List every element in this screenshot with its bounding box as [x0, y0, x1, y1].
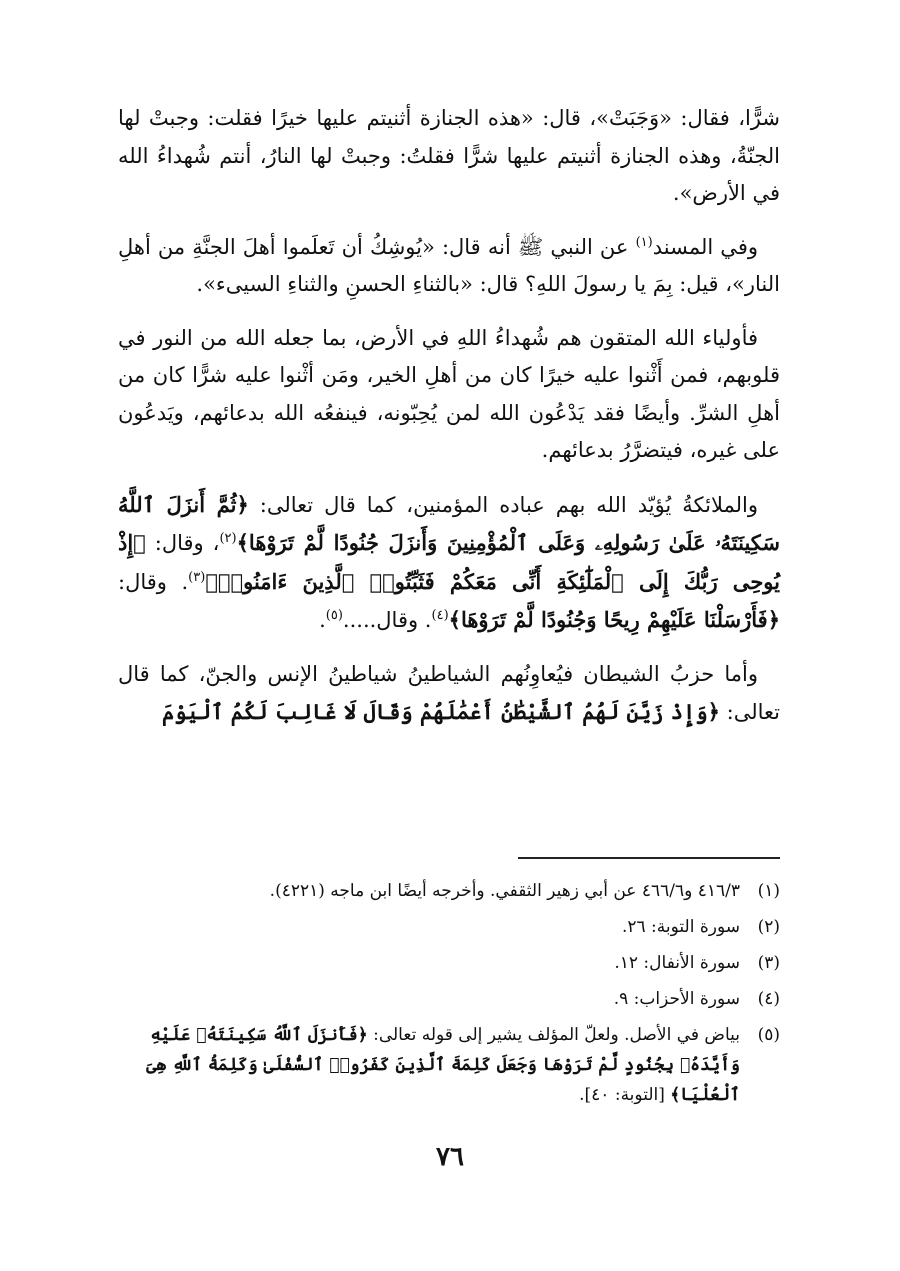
footnote-number: (٤) [757, 989, 780, 1009]
footnote-ref-3: (٣) [188, 569, 206, 585]
paragraph-5 [118, 656, 780, 732]
footnote-number: (٢) [757, 917, 780, 937]
quran-verse-2: ﴿إِذْ يُوحِى رَبُّكَ إِلَى ٱلْمَلَٰٓئِكَةِ أَنِّى مَعَكُمْ فَثَبِّتُوا۟ ٱلَّذِينَ ءَامَنُوا۟﴾ [118, 530, 780, 594]
paragraph-4-intro: والملائكةُ يُؤيّد الله بهم عباده المؤمنين، كما قال تعالى: [248, 492, 758, 517]
paragraph-5-intro: وأما حزبُ الشيطان فيُعاوِنُهم الشياطينُ شياطينُ الإنس والجنّ، كما قال تعالى: [118, 661, 780, 724]
paragraph-4 [118, 486, 780, 640]
footnotes [118, 876, 780, 1116]
paragraph-4-mid-1: ، وقال: [145, 531, 220, 555]
footnote-text: سورة التوبة: ٢٦. [621, 917, 740, 937]
footnote-separator [518, 857, 780, 859]
paragraph-2-before: وفي المسند [652, 234, 758, 259]
footnote-number: (١) [757, 881, 780, 901]
footnote-number: (٥) [757, 1025, 780, 1045]
paragraph-4-tail: . وقال..... [342, 608, 432, 632]
footnote-text: سورة الأحزاب: ٩. [613, 989, 740, 1009]
quran-verse-3: ﴿فَأَرْسَلْنَا عَلَيْهِمْ رِيحًا وَجُنُودًا لَّمْ تَرَوْهَا﴾ [448, 607, 780, 632]
paragraph-2 [118, 229, 780, 304]
footnote-5-citation: [التوبة: ٤٠]. [579, 1085, 671, 1105]
footnote-5-text: بياض في الأصل. ولعلّ المؤلف يشير إلى قوله تعالى: [367, 1025, 740, 1045]
paragraph-4-end: . [319, 608, 326, 632]
footnote-number: (٣) [757, 953, 780, 973]
footnote-1 [118, 876, 780, 906]
quran-verse-4: ﴿وَإِذْ زَيَّنَ لَهُمُ ٱلشَّيْطَٰنُ أَعْمَٰلَهُمْ وَقَالَ لَا غَالِبَ لَكُمُ ٱلْيَوْمَ [161, 699, 720, 724]
footnote-ref-2: (٢) [219, 531, 237, 546]
page-number: ٧٦ [436, 1142, 464, 1172]
footnote-5 [118, 1020, 780, 1110]
paragraph-3: فأولياء الله المتقون هم شُهداءُ اللهِ في الأرض، بما جعله الله من النور في قلوبهم، فمن أَثْنوا عليه خيرًا كان من أهلِ الخير، ومَن أثْنوا عليه شرًّا كان من أهلِ الشرِّ. وأيضًا فقد يَدْعُون الله لمن يُحِبّونه، فينفعُه الله بدعائهم، ويَدعُون على غيره، فيتضرَّرُ بدعائهم. [118, 325, 780, 462]
paragraph-4-mid-2: . وقال: [118, 569, 189, 594]
paragraph-1: شرًّا، فقال: «وَجَبَتْ»، قال: «هذه الجنازة أثنيتم عليها خيرًا فقلت: وجبتْ لها الجنّةُ، وهذه الجنازة أثنيتم عليها شرًّا فقلتُ: وجبتْ لها النارُ، أنتم شُهداءُ الله في الأرض». [118, 106, 780, 205]
footnote-text: ٤١٦/٣ و٤٦٦/٦ عن أبي زهير الثقفي. وأخرجه أيضًا ابن ماجه (٤٢٢١). [269, 881, 740, 901]
footnote-2 [118, 912, 780, 942]
footnote-ref-4: (٤) [431, 608, 449, 623]
footnote-ref-1: (١) [635, 234, 653, 250]
paragraph-2-after: عن النبي ﷺ أنه قال: «يُوشِكُ أن تَعلَموا أهلَ الجنَّةِ من أهلِ النار»، قيل: بِمَ يا رسولَ اللهِ؟ قال: «بالثناءِ الحسنِ والثناءِ السيىء». [118, 234, 780, 296]
footnote-text [118, 1020, 740, 1110]
footnote-text: سورة الأنفال: ١٢. [614, 953, 740, 973]
footnote-ref-5: (٥) [325, 608, 343, 623]
footnote-3 [118, 948, 780, 978]
quran-verse-1: ﴿ثُمَّ أَنزَلَ ٱللَّهُ سَكِينَتَهُۥ عَلَىٰ رَسُولِهِۦ وَعَلَى ٱلْمُؤْمِنِينَ وَأَنزَلَ جُنُودًا لَّمْ تَرَوْهَا﴾ [118, 491, 780, 555]
footnote-4 [118, 984, 780, 1014]
footnote-5-verse: ﴿فَأَنزَلَ ٱللَّهُ سَكِينَتَهُۥ عَلَيْهِ وَأَيَّدَهُۥ بِجُنُودٍ لَّمْ تَرَوْهَا وَجَعَلَ كَلِمَةَ ٱلَّذِينَ كَفَرُوا۟ ٱلسُّفْلَىٰ وَكَلِمَةُ ٱللَّهِ هِىَ ٱلْعُلْيَا﴾ [146, 1025, 740, 1105]
main-text [118, 100, 780, 748]
